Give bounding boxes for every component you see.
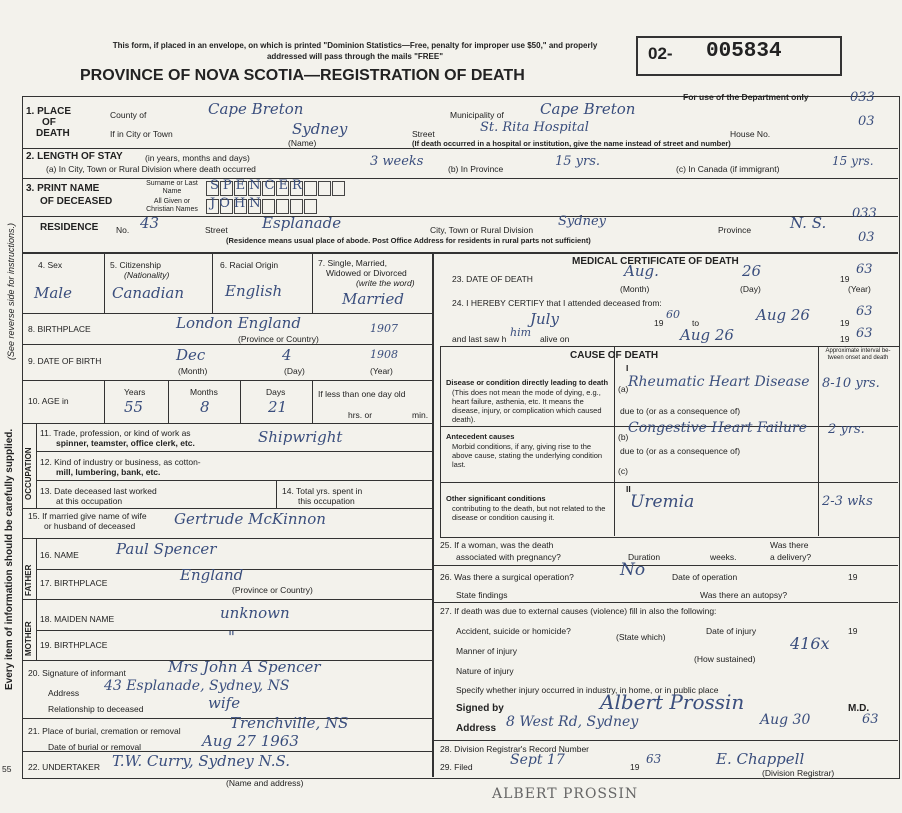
label-delivery-1: Was there xyxy=(770,540,809,550)
label-duration: Duration xyxy=(628,552,661,562)
label-19-f: 19 xyxy=(848,626,858,636)
label-days: Days xyxy=(266,387,286,397)
label-month: (Month) xyxy=(178,366,208,376)
value-marital: Married xyxy=(342,290,404,308)
label-street: Street xyxy=(412,129,435,139)
value-filed: Sept 17 xyxy=(510,752,565,768)
value-spouse: Gertrude McKinnon xyxy=(174,510,326,528)
value-burial: Trenchville, NS xyxy=(230,714,349,732)
roman-one: I xyxy=(626,363,629,373)
label-prov-country-2: (Province or Country) xyxy=(232,585,313,595)
value-burial-date: Aug 27 1963 xyxy=(202,732,299,750)
label-delivery-2: a delivery? xyxy=(770,552,812,562)
label-19-e: 19 xyxy=(848,572,858,582)
label-trade-1: 11. Trade, profession, or kind of work as xyxy=(40,428,191,438)
label-burial: 21. Place of burial, cremation or removal xyxy=(28,726,181,736)
label-racial: 6. Racial Origin xyxy=(220,260,279,270)
occupation-side: OCCUPATION xyxy=(24,447,33,500)
value-mother-bp: " xyxy=(228,628,235,646)
value-signed: Albert Prossin xyxy=(600,690,745,714)
label-month-2: (Month) xyxy=(620,284,650,294)
label-19-c: 19 xyxy=(840,318,850,328)
value-other-int: 2-3 wks xyxy=(822,494,873,509)
label-age: 10. AGE in xyxy=(28,396,69,406)
dept-use-label: For use of the Department only xyxy=(683,92,809,102)
label-address-2: Address xyxy=(456,723,497,734)
label-years: Years xyxy=(124,387,146,397)
dept-code-1: 033 xyxy=(850,90,875,105)
label-day-2: (Day) xyxy=(740,284,761,294)
value-city: Sydney xyxy=(292,120,348,138)
value-stay-a: 3 weeks xyxy=(370,154,424,169)
label-due-to-a: due to (or as a consequence of) xyxy=(620,406,741,416)
label-house: House No. xyxy=(730,129,771,139)
label-burial-date: Date of burial or removal xyxy=(48,742,142,752)
label-autopsy: Was there an autopsy? xyxy=(700,590,788,600)
label-antecedent-note: Morbid conditions, if any, giving rise to the above cause, stating the underlying condition last. xyxy=(452,442,603,469)
page-title: PROVINCE OF NOVA SCOTIA—REGISTRATION OF DEATH xyxy=(80,67,525,84)
value-filed-yr: 63 xyxy=(646,752,662,766)
label-alive-on: alive on xyxy=(540,334,570,344)
label-industry-2: mill, lumbering, bank, etc. xyxy=(56,467,161,477)
value-surname: SPENCER xyxy=(210,178,306,193)
label-city-div: City, Town or Rural Division xyxy=(430,225,534,235)
label-antecedent: Antecedent causes xyxy=(446,432,515,441)
value-attended-from: July xyxy=(530,310,559,328)
value-signed-addr: 8 West Rd, Sydney xyxy=(506,714,639,730)
value-cause-b: Congestive Heart Failure xyxy=(628,420,808,436)
label-record-num: 28. Division Registrar's Record Number xyxy=(440,744,590,754)
label-name-sub: (Name) xyxy=(288,138,317,148)
value-stay-b: 15 yrs. xyxy=(555,154,601,169)
value-death-month: Aug. xyxy=(624,262,659,280)
label-weeks: weeks. xyxy=(710,552,737,562)
value-death-day: 26 xyxy=(742,262,762,280)
value-informant: Mrs John A Spencer xyxy=(168,658,321,676)
label-place: 1. PLACE xyxy=(26,106,72,117)
label-mother-bp: 19. BIRTHPLACE xyxy=(40,640,108,650)
label-disease: Disease or condition directly leading to death xyxy=(446,378,609,387)
label-marital-1: 7. Single, Married, xyxy=(318,258,387,268)
label-external: 27. If death was due to external causes (violence) fill in also the following: xyxy=(440,606,717,616)
corner-number: 55 xyxy=(2,764,12,774)
value-attended-to: Aug 26 xyxy=(756,306,810,324)
value-citizenship: Canadian xyxy=(112,284,185,302)
label-undertaker: 22. UNDERTAKER xyxy=(28,762,100,772)
label-residence: RESIDENCE xyxy=(40,222,99,233)
label-citizenship: 5. Citizenship xyxy=(110,260,162,270)
label-last-saw: and last saw h xyxy=(452,334,507,344)
value-age-years: 55 xyxy=(124,398,144,416)
value-inf-address: 43 Esplanade, Sydney, NS xyxy=(104,678,290,694)
label-sex: 4. Sex xyxy=(38,260,63,270)
label-stay-c: (c) In Canada (if immigrant) xyxy=(676,164,780,174)
label-given: All Given or Christian Names xyxy=(146,198,198,213)
label-inf-address: Address xyxy=(48,688,80,698)
medical-title: MEDICAL CERTIFICATE OF DEATH xyxy=(572,256,739,267)
value-relationship: wife xyxy=(208,694,241,712)
label-father-bp: 17. BIRTHPLACE xyxy=(40,578,108,588)
label-municipality: Municipality of xyxy=(450,110,504,120)
label-certify: 24. I HEREBY CERTIFY that I attended deceased from: xyxy=(452,298,662,308)
label-manner: Manner of injury xyxy=(456,646,517,656)
label-div-reg: (Division Registrar) xyxy=(762,768,835,778)
label-length-stay: 2. LENGTH OF STAY xyxy=(26,151,123,162)
label-year-2: (Year) xyxy=(848,284,871,294)
label-dob: 9. DATE OF BIRTH xyxy=(28,356,102,366)
label-prov-country: (Province or Country) xyxy=(238,334,319,344)
label-spouse-1: 15. If married give name of wife xyxy=(28,511,147,521)
value-attended-to-yr: 63 xyxy=(856,304,873,319)
label-date-injury: Date of injury xyxy=(706,626,757,636)
label-min: min. xyxy=(412,410,429,420)
dept-code-4: 03 xyxy=(858,230,875,245)
value-res-no: 43 xyxy=(140,214,160,232)
value-trade: Shipwright xyxy=(258,428,343,446)
label-to: to xyxy=(692,318,700,328)
father-side: FATHER xyxy=(24,564,33,596)
value-sex: Male xyxy=(34,284,72,302)
value-birth-year-b: 1908 xyxy=(370,348,398,361)
label-signed-by: Signed by xyxy=(456,703,504,714)
value-cause-a-int: 8-10 yrs. xyxy=(822,376,880,391)
label-pregnancy-1: 25. If a woman, was the death xyxy=(440,540,554,550)
value-cause-a: Rheumatic Heart Disease xyxy=(628,374,810,390)
label-print-name: 3. PRINT NAME xyxy=(26,183,100,194)
value-father: Paul Spencer xyxy=(116,540,217,558)
value-age-days: 21 xyxy=(268,398,288,416)
label-last-worked-1: 13. Date deceased last worked xyxy=(40,486,157,496)
label-pregnancy-2: associated with pregnancy? xyxy=(456,552,561,562)
label-other: Other significant conditions xyxy=(446,494,546,503)
franking-notice: This form, if placed in an envelope, on which is printed "Dominion Statistics—Free, penalty for improper use $50," and properly addressed will pass through the mails "FREE" xyxy=(112,41,598,61)
value-other: Uremia xyxy=(630,492,695,512)
reg-prefix: 02- xyxy=(648,44,673,63)
roman-two: II xyxy=(626,484,631,494)
label-stay-a: (a) In City, Town or Rural Division where death occurred xyxy=(46,164,256,174)
label-filed: 29. Filed xyxy=(440,762,473,772)
label-day: (Day) xyxy=(284,366,305,376)
label-trade-2: spinner, teamster, office clerk, etc. xyxy=(56,438,195,448)
label-date-op: Date of operation xyxy=(672,572,738,582)
value-signed-date: Aug 30 xyxy=(760,712,811,728)
value-signed-yr: 63 xyxy=(862,712,879,727)
cause-title: CAUSE OF DEATH xyxy=(570,350,659,361)
value-age-months: 8 xyxy=(200,398,210,416)
label-res-no: No. xyxy=(116,225,130,235)
label-of-deceased: OF DECEASED xyxy=(40,196,113,207)
value-county: Cape Breton xyxy=(208,100,304,118)
label-how: (How sustained) xyxy=(694,654,756,664)
value-birth-day: 4 xyxy=(282,346,292,364)
dept-code-2: 03 xyxy=(858,114,875,129)
label-surname: Surname or Last Name xyxy=(146,180,198,195)
label-due-to-b: due to (or as a consequence of) xyxy=(620,446,741,456)
value-operation: No xyxy=(620,560,646,580)
value-birth-year-a: 1907 xyxy=(370,322,398,335)
label-19-b: 19 xyxy=(654,318,664,328)
label-marital-2: Widowed or Divorced xyxy=(326,268,407,278)
label-name-addr: (Name and address) xyxy=(226,778,304,788)
mother-side: MOTHER xyxy=(24,621,33,656)
label-marital-3: (write the word) xyxy=(356,278,415,288)
value-stay-c: 15 yrs. xyxy=(832,154,874,168)
value-res-street: Esplanade xyxy=(262,214,342,232)
label-county: County of xyxy=(110,110,147,120)
label-findings: State findings xyxy=(456,590,508,600)
label-res-street: Street xyxy=(205,225,228,235)
label-relationship: Relationship to deceased xyxy=(48,704,144,714)
label-nature: Nature of injury xyxy=(456,666,514,676)
label-disease-note: (This does not mean the mode of dying, e.g., heart failure, asthenia, etc. It means the disease, injury, or complication which caused death). xyxy=(452,388,602,424)
value-father-bp: England xyxy=(180,566,244,584)
label-spouse-2: or husband of deceased xyxy=(44,521,136,531)
value-res-prov: N. S. xyxy=(790,214,827,232)
value-attended-from-yr: 60 xyxy=(666,308,680,321)
label-total-yrs-1: 14. Total yrs. spent in xyxy=(282,486,363,496)
label-nationality: (Nationality) xyxy=(124,270,170,280)
label-operation: 26. Was there a surgical operation? xyxy=(440,572,574,582)
side-instruction-2: (See reverse side for instructions.) xyxy=(6,222,16,360)
label-state-which: (State which) xyxy=(616,632,666,642)
value-birth-month: Dec xyxy=(176,346,206,364)
label-19-a: 19 xyxy=(840,274,850,284)
value-res-city: Sydney xyxy=(558,214,606,229)
value-street: St. Rita Hospital xyxy=(480,120,589,135)
label-other-note: contributing to the death, but not related to the disease or condition causing it. xyxy=(452,504,606,522)
label-last-worked-2: at this occupation xyxy=(56,496,123,506)
label-a: (a) xyxy=(618,384,629,394)
label-hrs: hrs. or xyxy=(348,410,373,420)
label-b: (b) xyxy=(618,432,629,442)
label-less-day: If less than one day old xyxy=(318,389,406,399)
label-md: M.D. xyxy=(848,703,870,714)
value-last-alive: Aug 26 xyxy=(680,326,734,344)
label-death: DEATH xyxy=(36,128,70,139)
value-registrar: E. Chappell xyxy=(716,750,805,768)
label-months: Months xyxy=(190,387,218,397)
side-instruction: Every item of information should be carefully supplied. xyxy=(4,428,15,690)
label-19-g: 19 xyxy=(630,762,640,772)
label-of: OF xyxy=(42,117,56,128)
label-father-name: 16. NAME xyxy=(40,550,79,560)
label-19-d: 19 xyxy=(840,334,850,344)
value-birthplace: London England xyxy=(176,314,301,332)
label-province: Province xyxy=(718,225,752,235)
label-date-death: 23. DATE OF DEATH xyxy=(452,274,533,284)
approx-interval: Approximate interval be- tween onset and death xyxy=(825,348,891,361)
value-death-yr: 63 xyxy=(856,262,873,277)
residence-note: (Residence means usual place of abode. Post Office Address for residents in rural parts not sufficient) xyxy=(226,236,591,245)
value-municipality: Cape Breton xyxy=(540,100,636,118)
label-specify: Specify whether injury occurred in industry, in home, or in public place xyxy=(456,685,719,695)
label-c: (c) xyxy=(618,466,628,476)
value-given: JOHN xyxy=(210,196,265,211)
label-mother-maiden: 18. MAIDEN NAME xyxy=(40,614,115,624)
label-accident: Accident, suicide or homicide? xyxy=(456,626,571,636)
value-mother: unknown xyxy=(220,604,290,622)
value-racial: English xyxy=(225,282,283,300)
label-total-yrs-2: this occupation xyxy=(298,496,355,506)
label-city: If in City or Town xyxy=(110,129,173,139)
reg-number: 005834 xyxy=(706,40,782,63)
hospital-note: (If death occurred in a hospital or institution, give the name instead of street and number) xyxy=(412,139,731,148)
value-cause-b-int: 2 yrs. xyxy=(828,422,865,437)
label-year: (Year) xyxy=(370,366,393,376)
value-mark: 416x xyxy=(790,634,830,653)
label-informant: 20. Signature of informant xyxy=(28,668,126,678)
label-stay-note: (in years, months and days) xyxy=(145,153,250,163)
value-last-saw: him xyxy=(510,326,532,339)
label-birthplace: 8. BIRTHPLACE xyxy=(28,324,91,334)
label-industry-1: 12. Kind of industry or business, as cotton- xyxy=(40,457,201,467)
value-undertaker: T.W. Curry, Sydney N.S. xyxy=(112,752,290,770)
dept-code-3: 033 xyxy=(852,206,877,221)
label-stay-b: (b) In Province xyxy=(448,164,504,174)
value-last-yr: 63 xyxy=(856,326,873,341)
footer-signature: ALBERT PROSSIN xyxy=(492,786,639,802)
